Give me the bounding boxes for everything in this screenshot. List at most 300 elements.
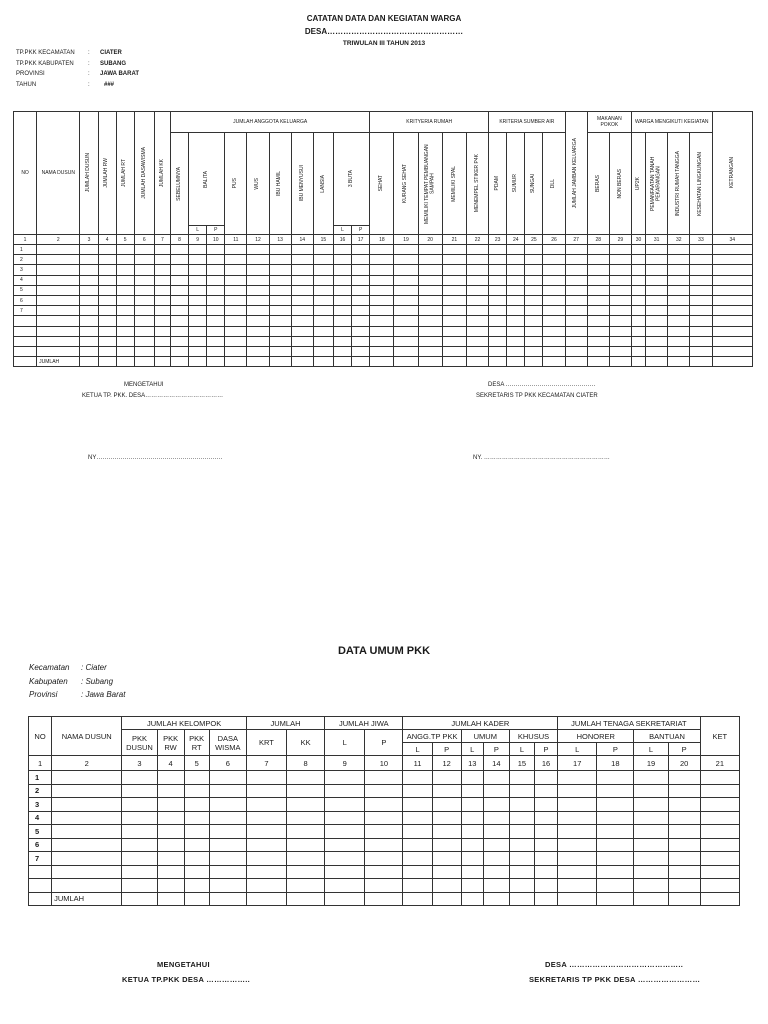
table-cell [154,245,170,255]
table-cell [587,336,609,346]
table-cell [394,326,418,336]
table-cell [189,346,207,356]
table-cell [184,825,209,839]
table-cell [313,245,333,255]
table-cell [668,852,700,866]
table-cell [365,879,403,893]
table-row [29,811,740,825]
table-cell [247,336,269,346]
table-cell [646,336,668,346]
row-number: 3 [14,265,37,275]
table-cell [394,316,418,326]
table-row [29,852,740,866]
table-cell [247,346,269,356]
table-cell [98,245,116,255]
table-cell [370,357,394,367]
table-cell [558,838,597,852]
table-cell [80,357,98,367]
t2-l: L [403,743,432,756]
table-cell [646,255,668,265]
table-row [14,326,753,336]
table-cell [597,838,634,852]
table-cell [189,285,207,295]
table-cell [558,771,597,785]
table-row [14,285,753,295]
table-cell [122,838,157,852]
table-cell [116,275,134,285]
table-cell [597,879,634,893]
column-number: 21 [442,235,466,245]
row-number: 1 [29,771,52,785]
table-cell [632,336,646,346]
table-cell [52,825,122,839]
table-cell [134,295,154,305]
table-cell [370,306,394,316]
table-cell [207,275,225,285]
table-cell [712,357,752,367]
table-cell [134,255,154,265]
table-cell [184,838,209,852]
table-cell [489,265,507,275]
row-number: 7 [14,306,37,316]
table-cell [98,295,116,305]
table-cell [509,825,534,839]
table-cell [246,852,286,866]
table-cell [403,798,432,812]
table-cell [489,357,507,367]
table-cell [509,771,534,785]
table-cell [668,265,690,275]
table-cell [543,295,565,305]
jumlah-row [14,357,753,367]
table-cell [668,326,690,336]
table-cell [170,255,188,265]
table-cell [403,825,432,839]
table-cell [246,838,286,852]
table-cell [543,357,565,367]
t2-col-angg-tp: ANGG.TP PKK [403,730,461,743]
table-cell [246,892,286,906]
table-cell [225,306,247,316]
table-cell [291,275,313,285]
table-cell [122,811,157,825]
column-number: 32 [668,235,690,245]
table-cell [507,306,525,316]
t2-group-jumlah: JUMLAH [246,717,324,730]
table-cell [134,306,154,316]
table-cell [134,357,154,367]
table-cell [184,879,209,893]
table-cell [365,825,403,839]
table-cell [442,306,466,316]
table-cell [634,784,668,798]
table-cell [489,336,507,346]
table-cell [534,892,557,906]
column-number: 26 [543,235,565,245]
table-cell [609,245,631,255]
table-cell [712,285,752,295]
table-cell [246,879,286,893]
table-cell [80,346,98,356]
table-cell [209,879,246,893]
table-cell [291,306,313,316]
column-number: 4 [157,756,184,771]
table-cell [98,255,116,265]
table-cell [565,336,587,346]
table-row [14,316,753,326]
table-cell [333,275,351,285]
table-cell [325,879,365,893]
meta-value: JAWA BARAT [100,71,139,77]
table-cell [157,825,184,839]
table-cell [154,346,170,356]
table-cell [525,255,543,265]
row-number [29,879,52,893]
table-cell [313,316,333,326]
table-cell [170,285,188,295]
table-cell [483,784,509,798]
table-cell [37,316,80,326]
table-cell [80,265,98,275]
table-cell [609,336,631,346]
form1-sekretaris-line: SEKRETARIS TP PKK KECAMATAN CIATER [476,393,598,399]
column-number: 14 [291,235,313,245]
meta-row-tahun: TAHUN : ### [16,82,139,93]
table-cell [116,336,134,346]
table-cell [116,326,134,336]
table-cell [189,255,207,265]
group-anggota-keluarga: JUMLAH ANGGOTA KELUARGA [170,112,369,133]
table-cell [700,798,739,812]
balita-l: L [189,226,207,235]
table-cell [394,275,418,285]
row-number [14,336,37,346]
table-cell [668,336,690,346]
table-cell [587,265,609,275]
table-cell [325,811,365,825]
table-cell [646,265,668,275]
table-cell [509,892,534,906]
column-number: 11 [403,756,432,771]
table-cell [52,811,122,825]
table-cell [543,326,565,336]
table-cell [634,879,668,893]
table-cell [587,295,609,305]
table-cell [525,357,543,367]
table-cell [668,295,690,305]
table-cell [700,771,739,785]
table-cell [418,285,442,295]
table-cell [352,245,370,255]
meta-value: SUBANG [100,60,127,67]
table-cell [291,346,313,356]
table-cell [333,255,351,265]
column-number: 20 [418,235,442,245]
table-cell [461,892,483,906]
table-cell [269,357,291,367]
table-cell [712,275,752,285]
balita-p: P [207,226,225,235]
table-cell [122,771,157,785]
table-cell [558,811,597,825]
table-cell [122,852,157,866]
table-cell [80,316,98,326]
table-cell [122,825,157,839]
table-cell [558,798,597,812]
column-number: 3 [122,756,157,771]
table-cell [634,892,668,906]
row-number: 2 [29,784,52,798]
table-cell [461,865,483,879]
table-cell [534,811,557,825]
table-cell [489,326,507,336]
table-cell [394,285,418,295]
table-cell [609,326,631,336]
table-cell [432,825,461,839]
table-row [29,865,740,879]
meta-label: PROVINSI [16,71,45,77]
table-cell [80,306,98,316]
table-cell [52,852,122,866]
table-cell [565,265,587,275]
col-jamban: JUMLAH JAMBAN KELUARGA [565,112,587,235]
table-cell [690,295,712,305]
table-cell [466,326,488,336]
table-cell [507,255,525,265]
table-cell [461,784,483,798]
table-cell [209,798,246,812]
table-cell [209,892,246,906]
table-cell [668,798,700,812]
table-cell [154,255,170,265]
table-cell [116,265,134,275]
table-cell [525,346,543,356]
table-cell [225,336,247,346]
table-cell [558,892,597,906]
table-cell [558,865,597,879]
table-cell [370,295,394,305]
table-cell [370,285,394,295]
row-number [14,326,37,336]
column-number: 7 [246,756,286,771]
table-cell [483,798,509,812]
column-number: 8 [287,756,325,771]
meta2-row-kecamatan: Kecamatan : Ciater [29,663,107,672]
column-number: 29 [609,235,631,245]
table-cell [403,879,432,893]
table-cell [565,245,587,255]
form2-mengetahui: MENGETAHUI [157,960,210,969]
table-cell [597,825,634,839]
t2-group-kelompok: JUMLAH KELOMPOK [122,717,246,730]
table-cell [442,275,466,285]
table-cell [700,811,739,825]
table-cell [634,825,668,839]
col-nama-dusun: NAMA DUSUN [37,112,80,235]
table-cell [418,357,442,367]
table-cell [207,245,225,255]
t2-col-pkk-dusun: PKK DUSUN [122,730,157,756]
table-cell [646,285,668,295]
group-warga-kegiatan: WARGA MENGIKUTI KEGIATAN [632,112,713,133]
table-row [14,295,753,305]
table-cell [370,316,394,326]
table-cell [489,295,507,305]
column-number: 3 [80,235,98,245]
table-cell [98,326,116,336]
table-cell [418,295,442,305]
table-cell [558,879,597,893]
table-cell [565,357,587,367]
table-cell [157,879,184,893]
column-number: 16 [333,235,351,245]
table-cell [154,295,170,305]
table-cell [565,346,587,356]
col-spal: MEMILIKI SPAL [442,133,466,235]
table-cell [432,771,461,785]
table-cell [509,852,534,866]
col-up2k: UP2K [632,133,646,235]
table-cell [489,316,507,326]
table-cell [634,838,668,852]
table-row [29,825,740,839]
column-number: 27 [565,235,587,245]
column-number: 9 [189,235,207,245]
t2-col-dasa-wisma: DASA WISMA [209,730,246,756]
table-cell [291,357,313,367]
table-cell [690,255,712,265]
table-cell [333,306,351,316]
table-cell [489,255,507,265]
column-number: 15 [509,756,534,771]
table-cell [634,771,668,785]
col-pemanfaatan: PEMANFAATAN TANAH PEKARANGAN [646,133,668,235]
column-number: 15 [313,235,333,245]
table-cell [394,245,418,255]
t2-col-bantuan: BANTUAN [634,730,700,743]
table-cell [225,326,247,336]
table-row [29,798,740,812]
table-cell [365,838,403,852]
table-cell [565,316,587,326]
table-cell [646,306,668,316]
table-cell [352,285,370,295]
table-cell [207,316,225,326]
table-cell [466,316,488,326]
table-cell [609,346,631,356]
form1-meta [16,50,139,92]
meta-value: ### [104,81,115,88]
table-cell [558,784,597,798]
table-cell [394,336,418,346]
table-cell [632,326,646,336]
row-number: 7 [29,852,52,866]
table-cell [370,245,394,255]
table-cell [712,336,752,346]
column-number: 1 [29,756,52,771]
table-cell [507,326,525,336]
table-cell [98,357,116,367]
table-cell [461,771,483,785]
table-cell [509,784,534,798]
table-cell [157,892,184,906]
table-cell [225,275,247,285]
jumlah-label: JUMLAH [52,892,122,906]
table-cell [291,326,313,336]
table-cell [352,346,370,356]
row-number: 1 [14,245,37,255]
meta2-row-kabupaten: Kabupaten : Subang [29,676,114,686]
column-number: 2 [52,756,122,771]
table-cell [597,852,634,866]
table-cell [597,784,634,798]
t2-group-tenaga: JUMLAH TENAGA SEKRETARIAT [558,717,701,730]
table-cell [543,336,565,346]
table-cell [207,255,225,265]
table-cell [52,784,122,798]
meta-label: TP.PKK KECAMATAN [16,50,75,56]
table-cell [116,255,134,265]
table-cell [442,245,466,255]
table-cell [98,336,116,346]
table-cell [700,852,739,866]
table-cell [565,275,587,285]
row-number: 5 [14,285,37,295]
table-cell [466,275,488,285]
table-cell [646,326,668,336]
table-cell [287,879,325,893]
table-cell [442,326,466,336]
table-row [14,255,753,265]
col-balita: BALITA [189,133,225,226]
table-cell [313,295,333,305]
row-number [29,865,52,879]
table-cell [609,306,631,316]
table-cell [157,865,184,879]
table-cell [269,336,291,346]
table-cell [565,306,587,316]
table-row [14,306,753,316]
table-cell [207,285,225,295]
table-cell [157,771,184,785]
table-cell [509,798,534,812]
table-cell [80,275,98,285]
table-cell [525,275,543,285]
table-cell [432,865,461,879]
table-cell [170,316,188,326]
table-cell [287,892,325,906]
table-cell [442,346,466,356]
table-cell [403,892,432,906]
table-cell [225,285,247,295]
table-cell [80,255,98,265]
column-number: 24 [507,235,525,245]
table-cell [287,784,325,798]
table-cell [247,306,269,316]
t2-l: L [461,743,483,756]
table-cell [352,316,370,326]
col-keterangan: KETRANGAN [712,112,752,235]
table-cell [269,275,291,285]
table-cell [291,255,313,265]
table-cell [365,865,403,879]
table-cell [525,245,543,255]
table-cell [269,316,291,326]
table-cell [170,336,188,346]
table-cell [712,316,752,326]
table-cell [287,838,325,852]
table-cell [189,275,207,285]
